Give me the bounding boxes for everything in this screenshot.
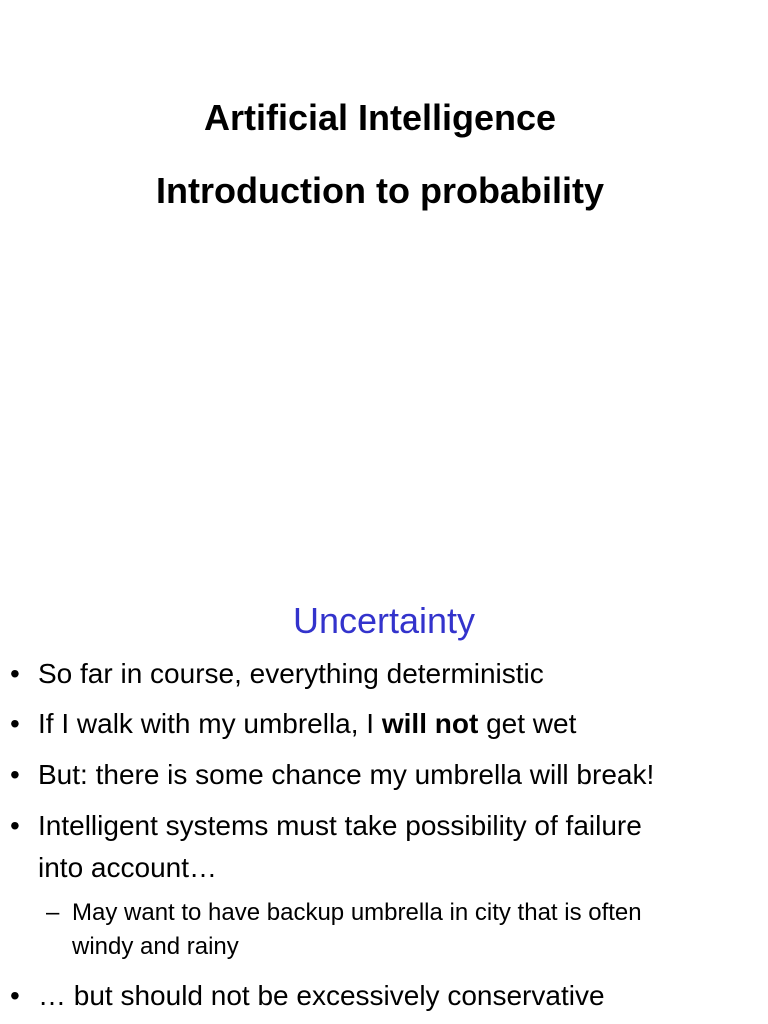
bullet-text bbox=[38, 707, 760, 741]
dash-icon: – bbox=[46, 899, 60, 926]
slide-title: Artificial Intelligence bbox=[203, 97, 557, 138]
bullet-item bbox=[10, 979, 760, 1013]
bullet-icon: • bbox=[10, 810, 20, 841]
sub-bullet-text-line1: May want to have backup umbrella in city that is often bbox=[72, 899, 642, 926]
bullet-item bbox=[10, 758, 760, 792]
slide-subtitle: Introduction to probability bbox=[156, 170, 604, 211]
bullet-text-line2: into account… bbox=[38, 852, 217, 883]
bullet-text: … but should not be excessively conservative bbox=[38, 980, 605, 1011]
bullet-text: But: there is some chance my umbrella will break! bbox=[38, 759, 655, 790]
bullet-item bbox=[10, 809, 760, 885]
bullet-text: So far in course, everything deterministic bbox=[38, 658, 544, 689]
bullet-text-part: get wet bbox=[478, 708, 577, 739]
bullet-icon: • bbox=[10, 708, 20, 739]
sub-bullet-text-line2: windy and rainy bbox=[72, 933, 239, 960]
bullet-item bbox=[10, 657, 760, 691]
bullet-item bbox=[10, 707, 760, 741]
slide-heading: Uncertainty bbox=[292, 600, 476, 641]
bullet-icon: • bbox=[10, 759, 20, 790]
bullet-emphasis: will not bbox=[381, 708, 479, 739]
sub-bullet-item bbox=[46, 896, 746, 964]
bullet-text-line1: Intelligent systems must take possibility of failure bbox=[38, 810, 642, 841]
bullet-icon: • bbox=[10, 658, 20, 689]
bullet-icon: • bbox=[10, 980, 20, 1011]
bullet-text-part: If I walk with my umbrella, I bbox=[38, 708, 382, 739]
